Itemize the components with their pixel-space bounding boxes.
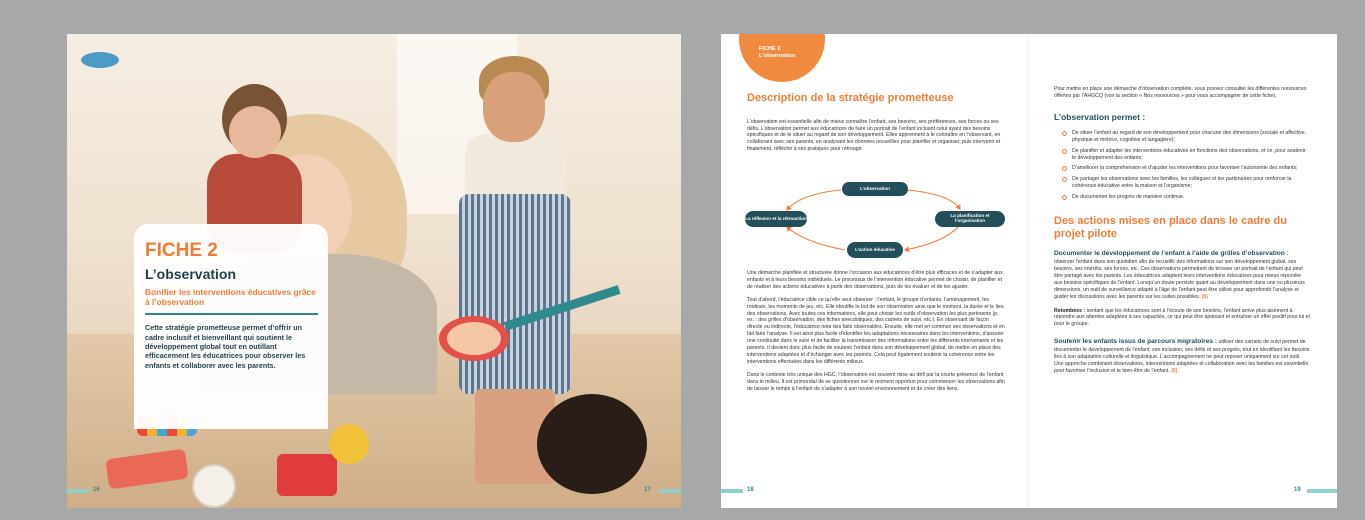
arrow-top-right — [907, 190, 960, 209]
page-bar-right — [659, 489, 681, 493]
page-18-column — [747, 92, 1005, 153]
action-1-ref: (5) — [1201, 293, 1208, 300]
cycle-step-action: L’action éducative — [847, 242, 903, 258]
fiche-title: L’observation — [145, 266, 237, 282]
permet-heading: L’observation permet : — [1054, 111, 1146, 122]
arrow-left-top — [787, 190, 841, 210]
fiche-card — [134, 224, 328, 429]
action-2-ref: (5) — [1171, 367, 1178, 374]
strategy-heading: Description de la stratégie prometteuse — [747, 92, 954, 104]
center-fold — [1027, 34, 1031, 508]
fiche-divider — [145, 313, 318, 315]
permet-item: De planifier et adapter les interventions éducatives en fonctions des observations, et ce, pour soutenir le développement des enfants; — [1062, 148, 1310, 162]
action-2-lead: Soutenir les enfants issus de parcours migratoires : — [1054, 338, 1218, 346]
strategy-para-2: Une démarche planifiée et structurée donne l’occasion aux éducatrices d’être plus efficaces et de s’adapter aux enfants et à leurs besoins individuels. Le processus de l’intervention éducative permet de choisir, de planifier et de réaliser des actions éducatives à partir des observations, puis de les évaluer et de les ajuster. — [747, 270, 1003, 290]
page-number-19: 19 — [1294, 487, 1301, 493]
page-number-16: 16 — [93, 487, 100, 493]
page-bar-18 — [721, 489, 743, 493]
fiche-number: FICHE 2 — [145, 240, 218, 261]
cycle-step-reflection: La réflexion et la rétroaction — [745, 211, 807, 227]
page-bar-19 — [1307, 489, 1337, 493]
arrow-right-bottom — [905, 226, 959, 250]
right-spread — [721, 34, 1337, 508]
left-spread — [67, 34, 681, 508]
actions-heading: Des actions mises en place dans le cadre du projet pilote — [1054, 215, 1287, 240]
strategy-para-3: Tout d’abord, l’éducatrice cible ce qu’elle veut observer : l’enfant, le groupe d’enfants, l’aménagement, les routines, les moments de jeu, etc. Elle identifie le but de son observation ainsi que le moment, la durée et le lieu des observations. Avec toutes ces informations, elle peut choisir les outils d’observation les plus pertinents (p. ex. : des grilles d’observation, des fiches anecdotiques, des carnets de suivi, etc.). En observant de façon directe ou indirecte, l’éducatrice note des faits observables. Ensuite, elle met en commun ses observations et en fait faire l’analyse. Il est ainsi plus facile d’identifier les adaptations nécessaires dans les interventions, d’assurer une continuité dans le suivi et de faciliter la transmission des informations entre les différents intervenants et les parents. Il devient donc plus facile de soutenir l’enfant dans son développement global, de mettre en place des interventions adaptées et d’échanger avec les parents. Cela peut également soutenir la cohérence entre les interventions effectuées dans les différents milieux. — [747, 296, 1005, 365]
page-number-17: 17 — [644, 487, 651, 493]
badge-line-1: FICHE 2 — [759, 46, 781, 52]
retombees-lead: Retombées : — [1054, 307, 1086, 314]
observation-cycle-diagram — [745, 180, 1005, 266]
page-19-column — [1054, 86, 1310, 375]
action-1 — [1054, 250, 1310, 300]
permet-item: De documenter les progrès de manière continue. — [1062, 194, 1310, 201]
permet-item: De partager les observations avec les familles, les collègues et les partenaires pour renforcer la cohérence éducative entre la maison et l’organisme; — [1062, 176, 1310, 190]
permet-list — [1054, 130, 1310, 201]
action-2-body: utiliser des carnets de suivi permet de documenter le développement de l’enfant, son inclusion, ses défis et ses progrès, tout en identifiant les besoins liés à son adaptation culturelle et linguistique. L’accompagnement ne peut reposer uniquement sur cet outil. Une approche combinant observations, interventions adaptées et collaboration avec les familles est essentielle pour favoriser l’inclusion et le bien-être de l’enfant. — [1054, 339, 1310, 374]
fiche-subtitle: Bonifier les interventions éducatives grâce à l’observation — [145, 287, 316, 307]
retombees — [1054, 308, 1310, 329]
permet-item: De situer l’enfant au regard de son développement pour chacune des dimensions (sociale et affective, physique et motrice, cognitive et langagière); — [1062, 130, 1310, 144]
action-1-body: observer l’enfant dans son quotidien afin de recueillir des informations sur son développement global, ses besoins, ses intérêts, ses forces, etc. Ces observations permettent de brosser un portrait de l’enfant qui peut être partagé avec les parents. Les éducatrices adaptent leurs interventions éducatives pour mieux répondre aux besoins spécifiques de l’enfant. Lorsqu’un doute persiste quant au développement dans une ou plusieurs dimensions, un outil de surveillance adapté à l’âge de l’enfant peut être utilisé pour approfondir l’analyse et guider les discussions avec les parents sur les suites possibles. — [1054, 259, 1305, 300]
cycle-step-planning: La planification et l’organisation — [935, 211, 1005, 227]
page-number-18: 18 — [747, 487, 754, 493]
page-18-column-lower — [747, 270, 1005, 393]
retombees-body: sentant que les éducatrices sont à l’écoute de ses besoins, l’enfant arrive plus aisément à répondre aux attentes adaptées à ses capacités, ce qui peut être apaisant et entraîner un effet positif pour lui et pour le groupe. — [1054, 307, 1310, 328]
action-2 — [1054, 338, 1310, 374]
page-bar-left — [67, 489, 89, 493]
resources-intro: Pour mettre en place une démarche d’observation complète, vous pouvez consulter les différentes ressources offertes par l’AHGCQ (voir la section « Nos ressources » pour vous accompagner de cette fiche). — [1054, 86, 1307, 99]
fiche-badge-text — [759, 46, 795, 61]
fiche-description: Cette stratégie prometteuse permet d’offrir un cadre inclusif et bienveillant qui soutient le développement global tout en outillant efficacement les éducatrices pour observer les enfants et collaborer avec les parents. — [145, 323, 306, 370]
strategy-para-4: Dans le contexte très unique des HGC, l’observation est souvent mise au défi par la courte présence de l’enfant dans le milieu. Il est primordial de se questionner sur le moment opportun pour commencer les observations afin de laisser le temps à l’enfant de s’adapter à son nouvel environnement et de créer des liens. — [747, 371, 1005, 392]
permet-item: D’améliorer la compréhension et d’ajuster les interventions pour favoriser l’autonomie des enfants; — [1062, 165, 1310, 172]
badge-line-2: L’observation — [759, 53, 796, 60]
cycle-step-observation: L’observation — [842, 182, 908, 196]
strategy-para-1: L’observation est essentielle afin de mieux connaître l’enfant, ses besoins, ses préférences, ses forces ou ses défis. L’observation permet aux éducatrices de faire un portrait de l’enfant incluant celui ayant des besoins spécifiques et de le situer au regard de son développement. Elles apprennent à le connaître en l’observant, en collaborant avec ses parents, en analysant les données recueillies pour planifier et organiser, puis intervenir et finalement, réfléchir à ses pratiques pour rétroagir. — [747, 118, 1001, 153]
action-1-lead: Documenter le développement de l’enfant à l’aide de grilles d’observation : — [1054, 250, 1289, 258]
arrow-bottom-left — [787, 227, 845, 250]
